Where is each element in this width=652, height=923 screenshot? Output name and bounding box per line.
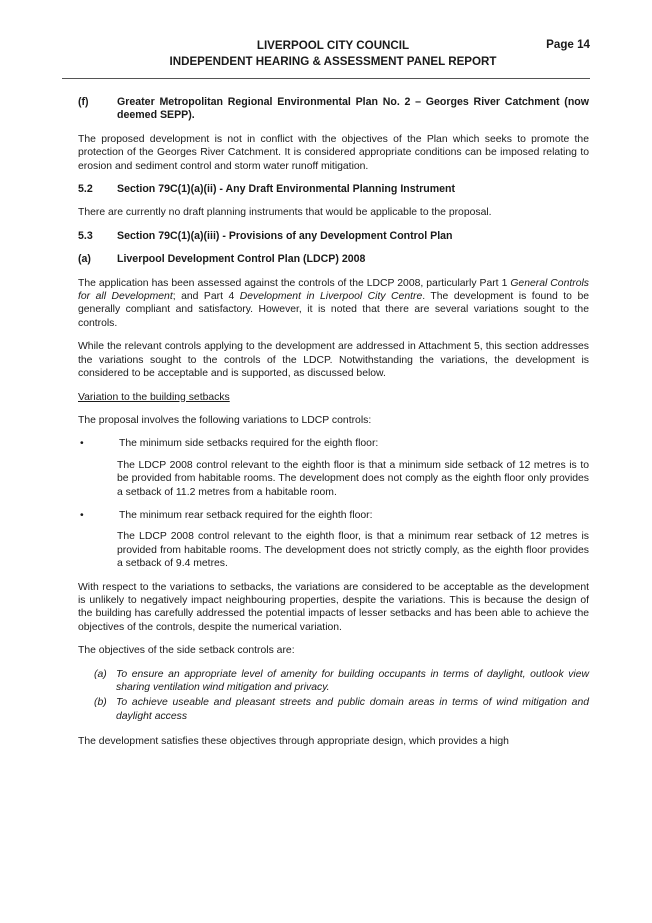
text-run: . The development is found to be generally compliant and satisfactory. However, it is noted that there are several variations sought to the controls.	[78, 291, 589, 329]
heading-text: Section 79C(1)(a)(iii) - Provisions of any Development Control Plan	[117, 229, 453, 242]
paragraph-side-setback-detail: The LDCP 2008 control relevant to the eighth floor is that a minimum side setback of 12 metres is to be provided from habitable rooms. The development does not comply as the eighth floor only provides a setback of 11.2 metres from a habitable room.	[117, 459, 589, 498]
subheading-setbacks: Variation to the building setbacks	[78, 391, 230, 403]
paragraph-draft-instruments: There are currently no draft planning instruments that would be applicable to the proposal.	[78, 207, 492, 219]
bullet-icon: •	[80, 509, 84, 521]
heading-text: Greater Metropolitan Regional Environmental Plan No. 2 – Georges River Catchment (now deemed SEPP).	[117, 96, 589, 122]
objective-item	[78, 696, 589, 723]
paragraph-variations-intro: While the relevant controls applying to the development are addressed in Attachment 5, this section addresses the variations sought to the controls of the LDCP. Notwithstanding the variations, the development is considered to be acceptable and is supported, as discussed below.	[78, 341, 589, 380]
page-header	[78, 38, 588, 70]
paragraph-objectives-intro: The objectives of the side setback controls are:	[78, 645, 295, 657]
objectives-list	[78, 668, 589, 724]
heading-5-2	[78, 183, 589, 196]
heading-a	[78, 253, 589, 266]
objective-label: (a)	[94, 668, 107, 680]
heading-number: (a)	[78, 253, 91, 266]
paragraph-rear-setback-detail: The LDCP 2008 control relevant to the eighth floor, is that a minimum rear setback of 12 metres is provided from habitable rooms. The development does not strictly comply, as the eighth floor provides a setback of 9.4 metres.	[117, 531, 589, 570]
list-item-text: The minimum side setbacks required for the eighth floor:	[119, 438, 379, 450]
paragraph-setback-justification: With respect to the variations to setbacks, the variations are considered to be acceptable as the development is unlikely to negatively impact neighbouring properties, despite the variations. This is because the design of the building has carefully addressed the potential impacts of lesser setbacks and has been able to achieve the objectives of the controls, despite the numerical variation.	[78, 581, 589, 633]
paragraph-georges-river: The proposed development is not in conflict with the objectives of the Plan which seeks to promote the protection of the Georges River Catchment. It is considered appropriate conditions can be imposed relating to erosion and sediment control and storm water runoff mitigation.	[78, 133, 589, 172]
paragraph-variations-list-intro: The proposal involves the following variations to LDCP controls:	[78, 414, 372, 426]
heading-text: Liverpool Development Control Plan (LDCP) 2008	[117, 253, 366, 266]
header-council-name: LIVERPOOL CITY COUNCIL	[256, 39, 410, 52]
objective-text: To ensure an appropriate level of amenity for building occupants in terms of daylight, outlook view sharing ventilation wind mitigation and privacy.	[116, 668, 589, 693]
page-number: Page 14	[546, 38, 590, 51]
heading-text: Section 79C(1)(a)(ii) - Any Draft Environmental Planning Instrument	[117, 183, 456, 196]
heading-number: 5.3	[78, 229, 93, 242]
italic-run: Development in Liverpool City Centre	[239, 291, 423, 303]
paragraph-objectives-satisfied: The development satisfies these objectives through appropriate design, which provides a high	[78, 736, 509, 748]
heading-f	[78, 96, 589, 123]
list-item	[78, 509, 589, 522]
bullet-icon: •	[80, 438, 84, 450]
heading-number: (f)	[78, 96, 89, 108]
heading-5-3	[78, 230, 589, 243]
objective-label: (b)	[94, 697, 107, 709]
objective-item	[78, 668, 589, 695]
text-run: The application has been assessed against the controls of the LDCP 2008, particularly Part 1	[78, 277, 511, 289]
list-item	[78, 437, 589, 450]
page-body	[78, 96, 589, 759]
italic-run: General Controls for all Development	[78, 277, 589, 303]
header-report-title: INDEPENDENT HEARING & ASSESSMENT PANEL REPORT	[169, 55, 497, 68]
header-divider	[62, 78, 590, 79]
paragraph-ldcp-assessment	[78, 277, 589, 331]
text-run: ; and Part 4	[172, 291, 240, 303]
heading-number: 5.2	[78, 183, 93, 196]
list-item-text: The minimum rear setback required for the eighth floor:	[119, 509, 373, 521]
objective-text: To achieve useable and pleasant streets and public domain areas in terms of wind mitigation and daylight access	[116, 697, 589, 722]
